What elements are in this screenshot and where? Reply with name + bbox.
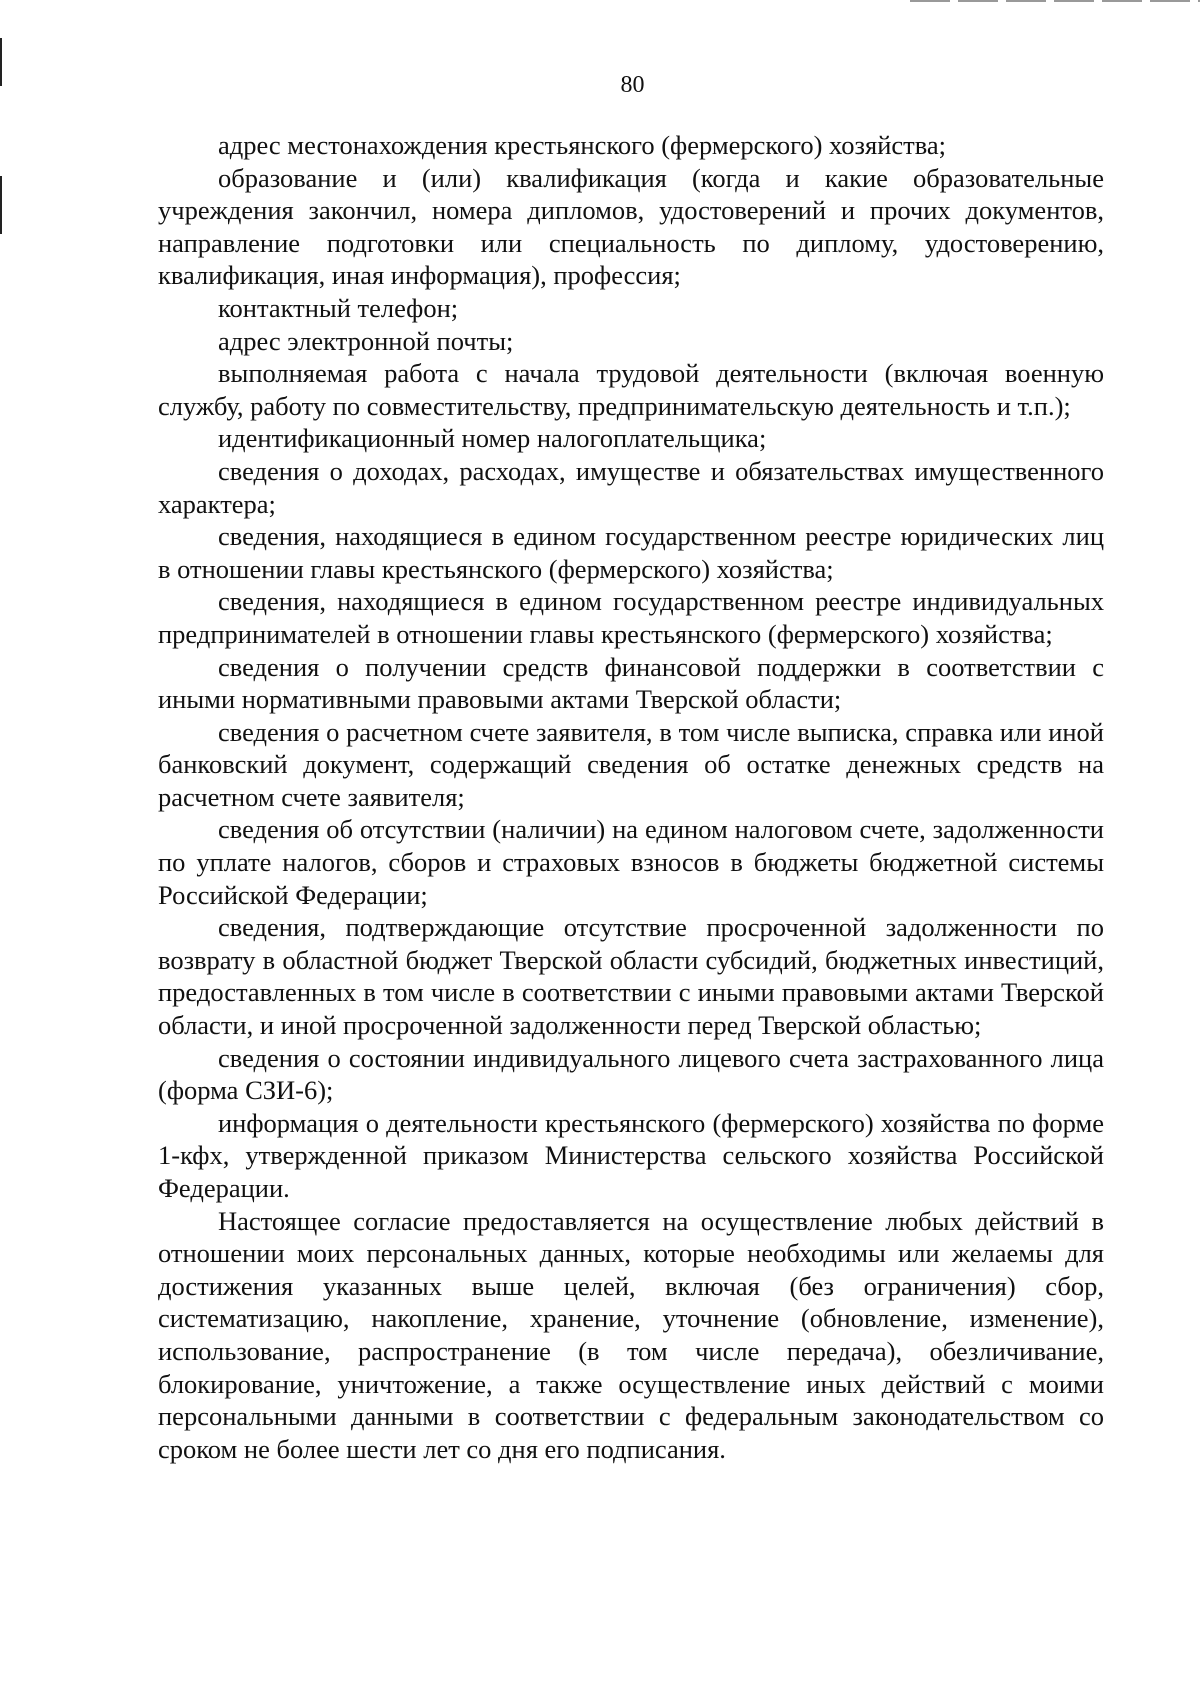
paragraph-work-history: выполняемая работа с начала трудовой деятельности (включая военную службу, работу по совместительству, предпринимательскую деятельность и т.п.); (158, 358, 1104, 421)
paragraph-personal-account: сведения о состоянии индивидуального лицевого счета застрахованного лица (форма СЗИ-6); (158, 1042, 1104, 1106)
paragraph-inn: идентификационный номер налогоплательщика; (218, 423, 767, 454)
scan-edge-mark-left (0, 176, 2, 234)
paragraph-farm-address: адрес местонахождения крестьянского (фермерского) хозяйства; (218, 130, 947, 160)
scan-edge-mark-top (910, 0, 1200, 2)
paragraph-tax-debt: сведения об отсутствии (наличии) на едином налоговом счете, задолженности по уплате налогов, сборов и страховых взносов в бюджеты бюджетной системы Российской Федерации; (158, 814, 1104, 910)
paragraph-egrip: сведения, находящиеся в едином государственном реестре индивидуальных предпринимателей в отношении главы крестьянского (фермерского) хозяйства; (158, 586, 1104, 649)
paragraph-consent: Настоящее согласие предоставляется на осуществление любых действий в отношении моих персональных данных, которые необходимы или желаемы для достижения указанных выше целей, включая (без ограничения) сбор, систематизацию, накопление, хранение, уточнение (обновление, изменение), использование, распространение (в том числе передача), обезличивание, блокирование, уничтожение, а также осуществление иных действий с моими персональными данными в соответствии с федеральным законодательством со сроком не более шести лет со дня его подписания. (158, 1205, 1104, 1464)
page-number: 80 (620, 72, 645, 98)
paragraph-financial-support: сведения о получении средств финансовой поддержки в соответствии с иными нормативными правовыми актами Тверской области; (158, 651, 1104, 715)
paragraph-email: адрес электронной почты; (218, 325, 514, 356)
paragraph-egrul: сведения, находящиеся в едином государственном реестре юридических лиц в отношении главы крестьянского (фермерского) хозяйства; (158, 521, 1104, 584)
paragraph-phone: контактный телефон; (218, 292, 459, 323)
paragraph-bank-account: сведения о расчетном счете заявителя, в том числе выписка, справка или иной банковский документ, содержащий сведения об остатке денежных средств на расчетном счете заявителя; (158, 716, 1104, 812)
paragraph-education: образование и (или) квалификация (когда и какие образовательные учреждения закончил, номера дипломов, удостоверений и прочих документов, направление подготовки или специальность по диплому, удостоверению, квалификация, иная информация), профессия; (158, 162, 1104, 291)
paragraph-income: сведения о доходах, расходах, имуществе и обязательствах имущественного характера; (158, 455, 1104, 519)
document-body (158, 129, 1104, 1465)
paragraph-overdue-debt: сведения, подтверждающие отсутствие просроченной задолженности по возврату в областной бюджет Тверской области субсидий, бюджетных инвестиций, предоставленных в том числе в соответствии с иными правовыми актами Тверской области, и иной просроченной задолженности перед Тверской областью; (158, 912, 1104, 1041)
paragraph-form-1kfh: информация о деятельности крестьянского (фермерского) хозяйства по форме 1-кфх, утвержденной приказом Министерства сельского хозяйства Российской Федерации. (158, 1107, 1104, 1203)
